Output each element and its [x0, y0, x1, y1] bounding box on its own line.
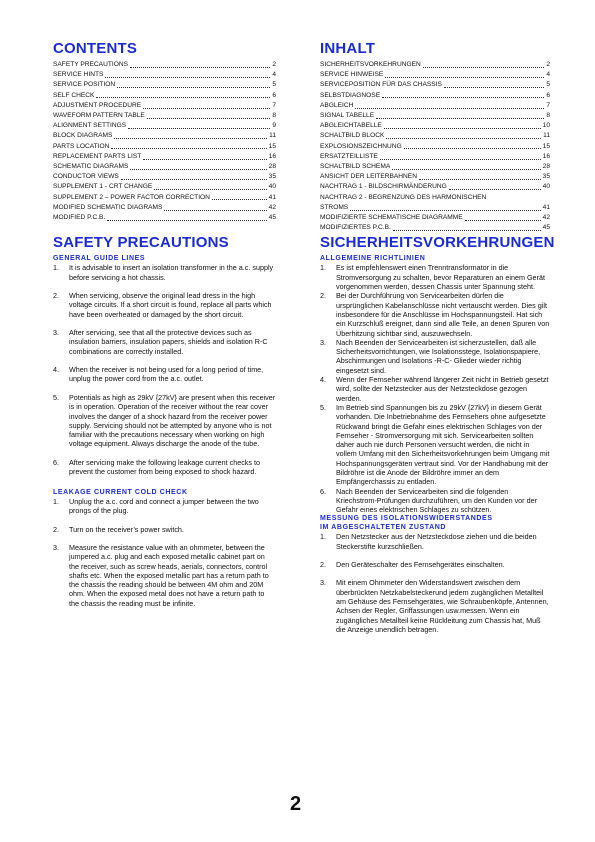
toc-entry[interactable]: SERVICE HINWEISE 4: [320, 71, 550, 79]
list-item: 3. Nach Beenden der Servicearbeiten ist sicherzustellen, daß alle Sicherheitsvorrichtungen, wie Isolationsstege, Isolationspapiere, Abschirmungen und Isolations -R-C- Glieder wieder richtig eingesetzt sind.: [320, 337, 541, 375]
messung-title-2: IM ABGESCHALTETEN ZUSTAND: [320, 524, 447, 532]
toc-entry[interactable]: SAFETY PRECAUTIONS 2: [53, 61, 276, 68]
toc-entry[interactable]: SIGNAL TABELLE 8: [320, 112, 550, 120]
toc-entry[interactable]: SERVICEPOSITION FÜR DAS CHASSIS 5: [320, 81, 550, 89]
left-column: [53, 40, 276, 617]
toc-entry[interactable]: ABGLEICH 7: [320, 101, 550, 109]
leak-list-en: [53, 497, 276, 608]
toc-entry[interactable]: CONDUCTOR VIEWS 35: [53, 173, 276, 181]
toc-entry[interactable]: SUPPLEMENT 1 - CRT CHANGE 40: [53, 183, 276, 191]
list-item: 5. Im Betrieb sind Spannungen bis zu 29kV {27kV} in diesem Gerät vorhanden. Die Inbetriebnahme des Fernsehers ohne aufgesetzte Rückwand bringt die Gefahr eines elektrischen Schlages von der Fernseher - Stromversorgung mit sich. Servicearbeiten sollten daher auch nie durch Personen versucht werden, die nicht in vollem Umfang mit den Sicherheitsvorkehrungen beim Umgang mit Hochspannungsgeräten vertraut sind. Vor der Handhabung mit der Bildröhre ist die Anode der Bildröhre immer an dem Empfängerchassis zu entladen.: [320, 402, 550, 487]
toc-entry[interactable]: SERVICE POSITION 5: [53, 81, 276, 89]
messung-title-1: MESSUNG DES ISOLATIONSWIDERSTANDES: [320, 515, 493, 523]
toc-entry[interactable]: MODIFIZIERTES P.C.B. 45: [320, 224, 550, 232]
toc-entry[interactable]: NACHTRAG 1 - BILDSCHIRMÄNDERUNG 40: [320, 183, 550, 191]
sicherheit-title: SICHERHEITSVORKEHRUNGEN: [320, 234, 555, 252]
toc-entry[interactable]: REPLACEMENT PARTS LIST 16: [53, 152, 276, 160]
toc-entry[interactable]: SELF CHECK 6: [53, 91, 276, 99]
list-item: 6. Nach Beenden der Servicearbeiten sind die folgenden Kriechstrom-Prüfungen durchzuführen, um den Kunden vor der Gefahr eines elektrischen Schlages zu schützen.: [320, 486, 537, 515]
toc-entry[interactable]: SELBSTDIAGNOSE 6: [320, 91, 550, 99]
list-item: 3. Mit einem Ohmmeter den Widerstandswert zwischen dem überbrückten Netzkabelsteckerund jedem zugänglichen Metallteil am Gehäuse des Fernsehgerätes, wie Schraubenköpfe, Antennen, Achsen der Regler, Griffassungen usw.messen. Wenn ein zugängliches Metallteil keine Rückleitung zum Chassis hat, Muß die Anzeige unendlich betragen.: [320, 578, 549, 634]
toc-entry[interactable]: ANSICHT DER LEITERBAHNEN 35: [320, 173, 550, 181]
toc-entry[interactable]: BLOCK DIAGRAMS 11: [53, 132, 276, 140]
toc-entry[interactable]: MODIFIED SCHEMATIC DIAGRAMS 42: [53, 203, 276, 211]
list-item: 4. Wenn der Fernseher während längerer Zeit nicht in Betrieb gesetzt wird, sollte der Netzstecker aus der Netzsteckdose gezogen werden.: [320, 375, 549, 403]
toc-entry[interactable]: PARTS LOCATION 15: [53, 142, 276, 150]
toc-entry[interactable]: SICHERHEITSVORKEHRUNGEN 2: [320, 61, 550, 68]
list-item: 1. Den Netzstecker aus der Netzsteckdose ziehen und die beiden Steckerstifte kurzschließen.: [320, 532, 537, 551]
guide-list-en: [53, 263, 276, 476]
toc-entry[interactable]: SCHEMATIC DIAGRAMS 28: [53, 163, 276, 171]
list-item: 6. After servicing make the following leakage current checks to prevent the customer from being exposed to shock hazard.: [53, 457, 260, 477]
list-item: 4. When the receiver is not being used for a long period of time, unplug the power cord from the a.c. outlet.: [53, 365, 264, 384]
toc-entry[interactable]: ALIGNMENT SETTINGS 9: [53, 122, 276, 130]
toc-entry[interactable]: ERSATZTEILLISTE 16: [320, 152, 550, 160]
toc-entry[interactable]: NACHTRAG 2 - BEGRENZUNG DES HARMONISCHEN STROMS 41: [320, 193, 550, 211]
toc-entry[interactable]: MODIFIED P.C.B. 45: [53, 214, 276, 222]
page-number: 2: [290, 793, 302, 815]
list-item: 2. Turn on the receiver’s power switch.: [53, 524, 184, 534]
toc-entry[interactable]: WAVEFORM PATTERN TABLE 8: [53, 112, 276, 120]
toc-list-en: [53, 60, 276, 223]
leak-title: LEAKAGE CURRENT COLD CHECK: [53, 488, 188, 496]
richtlinien-title: ALLGEMEINE RICHTLINIEN: [320, 255, 426, 263]
toc-entry[interactable]: SCHALTBILD BLOCK 11: [320, 132, 550, 140]
list-item: 3. After servicing, see that all the protective devices such as insulation barriers, insulation papers, shields and isolation R-C combinations are correctly installed.: [53, 328, 268, 356]
safety-title: SAFETY PRECAUTIONS: [53, 234, 229, 252]
list-item: 3. Measure the resistance value with an ohmmeter, between the jumpered a.c. plug and each exposed metallic cabinet part on the receiver, such as screw heads, aerials, connectors, control shafts etc. When the exposed metallic part has a return path to the chassis the reading should be between 4M ohm and 20M ohm. When the exposed metal does not have a return path to the chassis the reading must be infinite.: [53, 542, 269, 608]
toc-entry[interactable]: EXPLOSIONSZEICHNUNG 15: [320, 142, 550, 150]
list-item: 1. Es ist empfehlenswert einen Trenntransformator in die Stromversorgung zu schalten, bevor Reparaturen an einem Gerät vorgenommen werden, dessen Chassis unter Spannung steht.: [320, 263, 545, 292]
toc-entry[interactable]: SUPPLEMENT 2 – POWER FACTOR CORRECTION 41: [53, 193, 276, 201]
meas-list-de: [320, 532, 550, 634]
list-item: 2. Bei der Durchführung von Servicearbeiten dürfen die ursprünglichen Kabelanschlüsse nicht vertauscht werden. Dies gilt insbesondere für die Anschlüsse im Hochspannungsteil. Hat sich ein Kurzschluß ereignet, dann sind alle Teile, an denen Spuren von Überhitzung sichtbar sind, auszuwechseln.: [320, 291, 550, 338]
list-item: 1. Unplug the a.c. cord and connect a jumper between the two prongs of the plug.: [53, 496, 259, 516]
toc-entry[interactable]: SERVICE HINTS 4: [53, 71, 276, 79]
toc-list-de: [320, 60, 550, 233]
list-item: 5. Potentials as high as 29kV {27kV} are present when this receiver is in operation. Operation of the receiver without the rear cover involves the danger of a shock hazard from the receiver power supply. Servicing should not be attempted by anyone who is not familiar with the precautions necessary when working on high voltage equipment. Always discharge the anode of the tube.: [53, 392, 276, 449]
toc-entry[interactable]: ADJUSTMENT PROCEDURE 7: [53, 101, 276, 109]
toc-entry[interactable]: ABGLEICHTABELLE 10: [320, 122, 550, 130]
toc-entry[interactable]: MODIFIZIERTE SCHEMATISCHE DIAGRAMME 42: [320, 214, 550, 222]
right-column: [320, 40, 555, 634]
inhalt-title: INHALT: [320, 40, 376, 57]
list-item: 2. When servicing, observe the original lead dress in the high voltage circuits. If a short circuit is found, replace all parts which have been overheated or damaged by the short circuit.: [53, 291, 272, 319]
list-item: 1. It is advisable to insert an isolation transformer in the a.c. supply before servicing a hot chassis.: [53, 263, 274, 282]
toc-entry[interactable]: SCHALTBILD SCHEMA 28: [320, 163, 550, 171]
list-item: 2. Den Geräteschalter des Fernsehgerätes einschalten.: [320, 560, 505, 570]
guide-title: GENERAL GUIDE LINES: [53, 255, 146, 263]
guide-list-de: [320, 263, 550, 514]
contents-title: CONTENTS: [53, 40, 138, 57]
